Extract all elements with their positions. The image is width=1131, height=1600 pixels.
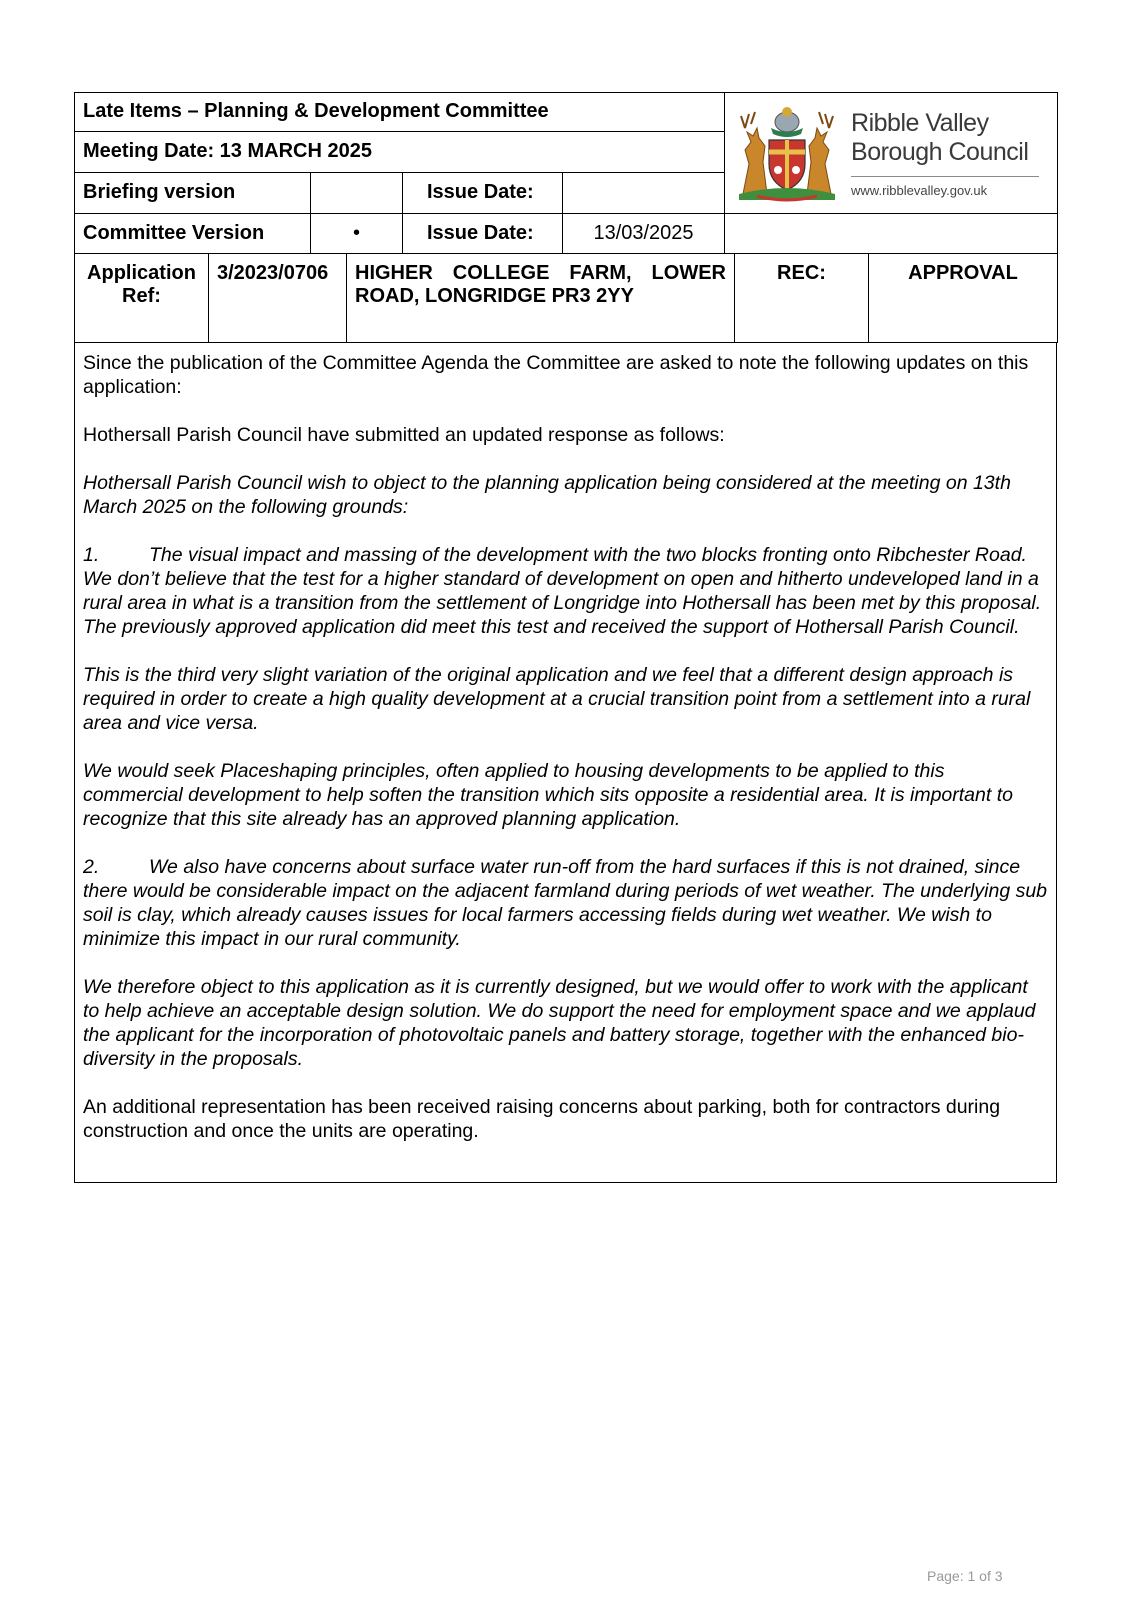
briefing-version-mark bbox=[311, 172, 403, 213]
ground-2-number: 2. bbox=[83, 856, 100, 878]
ground-1-paragraph bbox=[83, 543, 1048, 639]
committee-version-mark: • bbox=[311, 214, 403, 254]
document-page bbox=[74, 92, 1057, 1183]
briefing-issue-date bbox=[563, 172, 725, 213]
ground-2-paragraph bbox=[83, 855, 1048, 951]
application-table bbox=[74, 254, 1058, 343]
variation-paragraph: This is the third very slight variation of the original application and we feel that a different design approach is required in order to create a high quality development at a crucial transition point from a settlement into a rural area and vice versa. bbox=[83, 664, 1031, 734]
logo-line-1: Ribble Valley bbox=[851, 108, 989, 137]
coat-of-arms-icon bbox=[735, 102, 839, 204]
application-address: HIGHER COLLEGE FARM, LOWER ROAD, LONGRIDGE PR3 2YY bbox=[347, 254, 735, 343]
update-body bbox=[74, 343, 1057, 1183]
meeting-date: Meeting Date: 13 MARCH 2025 bbox=[75, 131, 725, 172]
ground-1-text: The visual impact and massing of the development with the two blocks fronting onto Ribchester Road. We don’t believe that the test for a higher standard of development on open and hitherto undeveloped land in a rural area in what is a transition from the settlement of Longridge into Hothersall has been met by this proposal. The previously approved application did meet this test and received the support of Hothersall Parish Council. bbox=[83, 544, 1042, 638]
ground-2-text: We also have concerns about surface water run-off from the hard surfaces if this is not drained, since there would be considerable impact on the adjacent farmland during periods of wet weather. The underlying sub soil is clay, which already causes issues for local farmers accessing fields during wet weather. We wish to minimize this impact in our rural community. bbox=[83, 856, 1048, 950]
conclusion-paragraph: We therefore object to this application as it is currently designed, but we would offer to work with the applicant to help achieve an acceptable design solution. We do support the need for employment space and we applaud the applicant for the incorporation of photovoltaic panels and battery storage, together with the enhanced bio-diversity in the proposals. bbox=[83, 976, 1036, 1070]
logo-url: www.ribblevalley.gov.uk bbox=[851, 182, 988, 198]
ground-1-number: 1. bbox=[83, 544, 100, 566]
briefing-issue-date-label: Issue Date: bbox=[403, 172, 563, 213]
briefing-version-label: Briefing version bbox=[75, 172, 311, 213]
committee-issue-date: 13/03/2025 bbox=[563, 214, 725, 254]
application-ref: 3/2023/0706 bbox=[209, 254, 347, 343]
application-ref-label: Application Ref: bbox=[75, 254, 209, 343]
intro-paragraph: Since the publication of the Committee Agenda the Committee are asked to note the following updates on this application: bbox=[83, 352, 1029, 398]
logo-line-2: Borough Council bbox=[851, 137, 1029, 166]
header-empty-cell bbox=[725, 214, 1058, 254]
objection-intro-paragraph: Hothersall Parish Council wish to object to the planning application being considered at the meeting on 13th March 2025 on the following grounds: bbox=[83, 472, 1011, 518]
committee-version-label: Committee Version bbox=[75, 214, 311, 254]
recommendation-label: REC: bbox=[735, 254, 869, 343]
document-title: Late Items – Planning & Development Committee bbox=[75, 93, 725, 132]
header-table bbox=[74, 92, 1058, 254]
committee-issue-date-label: Issue Date: bbox=[403, 214, 563, 254]
placeshaping-paragraph: We would seek Placeshaping principles, often applied to housing developments to be applied to this commercial development to help soften the transition which sits opposite a residential area. It is important to recognize that this site already has an approved planning application. bbox=[83, 760, 1013, 830]
logo-divider bbox=[851, 176, 1039, 177]
council-logo bbox=[725, 93, 1058, 214]
recommendation-value: APPROVAL bbox=[869, 254, 1058, 343]
parish-intro-paragraph: Hothersall Parish Council have submitted an updated response as follows: bbox=[83, 424, 725, 446]
additional-representation-paragraph: An additional representation has been received raising concerns about parking, both for contractors during construction and once the units are operating. bbox=[83, 1096, 1001, 1142]
page-number: Page: 1 of 3 bbox=[927, 1568, 1003, 1584]
